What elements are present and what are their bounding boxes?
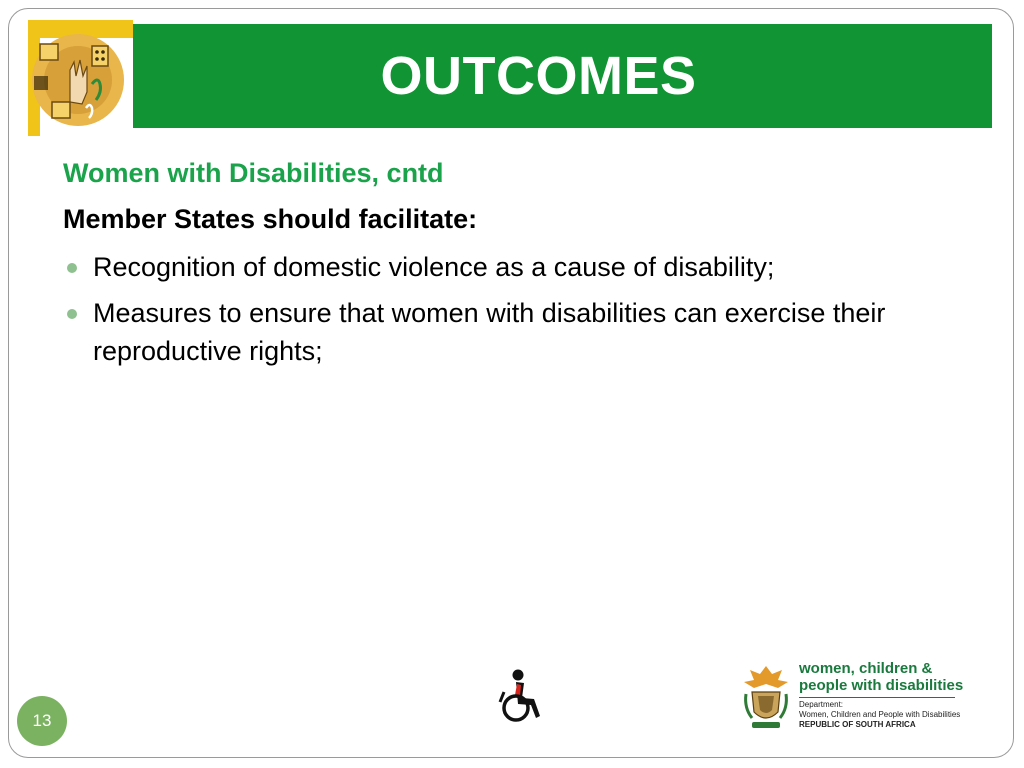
department-details [799, 700, 989, 720]
coat-of-arms-icon [742, 664, 790, 734]
bullet-dot-icon [67, 263, 77, 273]
department-divider [799, 697, 955, 698]
slide-title: OUTCOMES [380, 46, 697, 106]
page-number-badge [17, 696, 67, 746]
page-number: 13 [32, 711, 52, 730]
wheelchair-icon [496, 668, 548, 724]
department-name-line2: people with disabilities [799, 677, 964, 694]
department-name [799, 660, 969, 694]
bullet-text: Recognition of domestic violence as a cause of disability; [93, 252, 775, 282]
slide-subtitle: Women with Disabilities, cntd [63, 158, 444, 188]
disability-collage-icon [30, 32, 126, 128]
bullet-item [63, 248, 963, 286]
bullet-list [63, 248, 963, 378]
republic-label: REPUBLIC OF SOUTH AFRICA [799, 720, 916, 729]
department-label: Department: [799, 700, 844, 709]
department-full-name: Women, Children and People with Disabilities [799, 710, 961, 719]
bullet-item [63, 294, 963, 370]
bullet-dot-icon [67, 309, 77, 319]
lead-text: Member States should facilitate: [63, 204, 478, 234]
title-bar [133, 24, 992, 128]
bullet-text: Measures to ensure that women with disabilities can exercise their reproductive rights; [93, 298, 886, 366]
department-name-line1: women, children & [799, 660, 933, 677]
